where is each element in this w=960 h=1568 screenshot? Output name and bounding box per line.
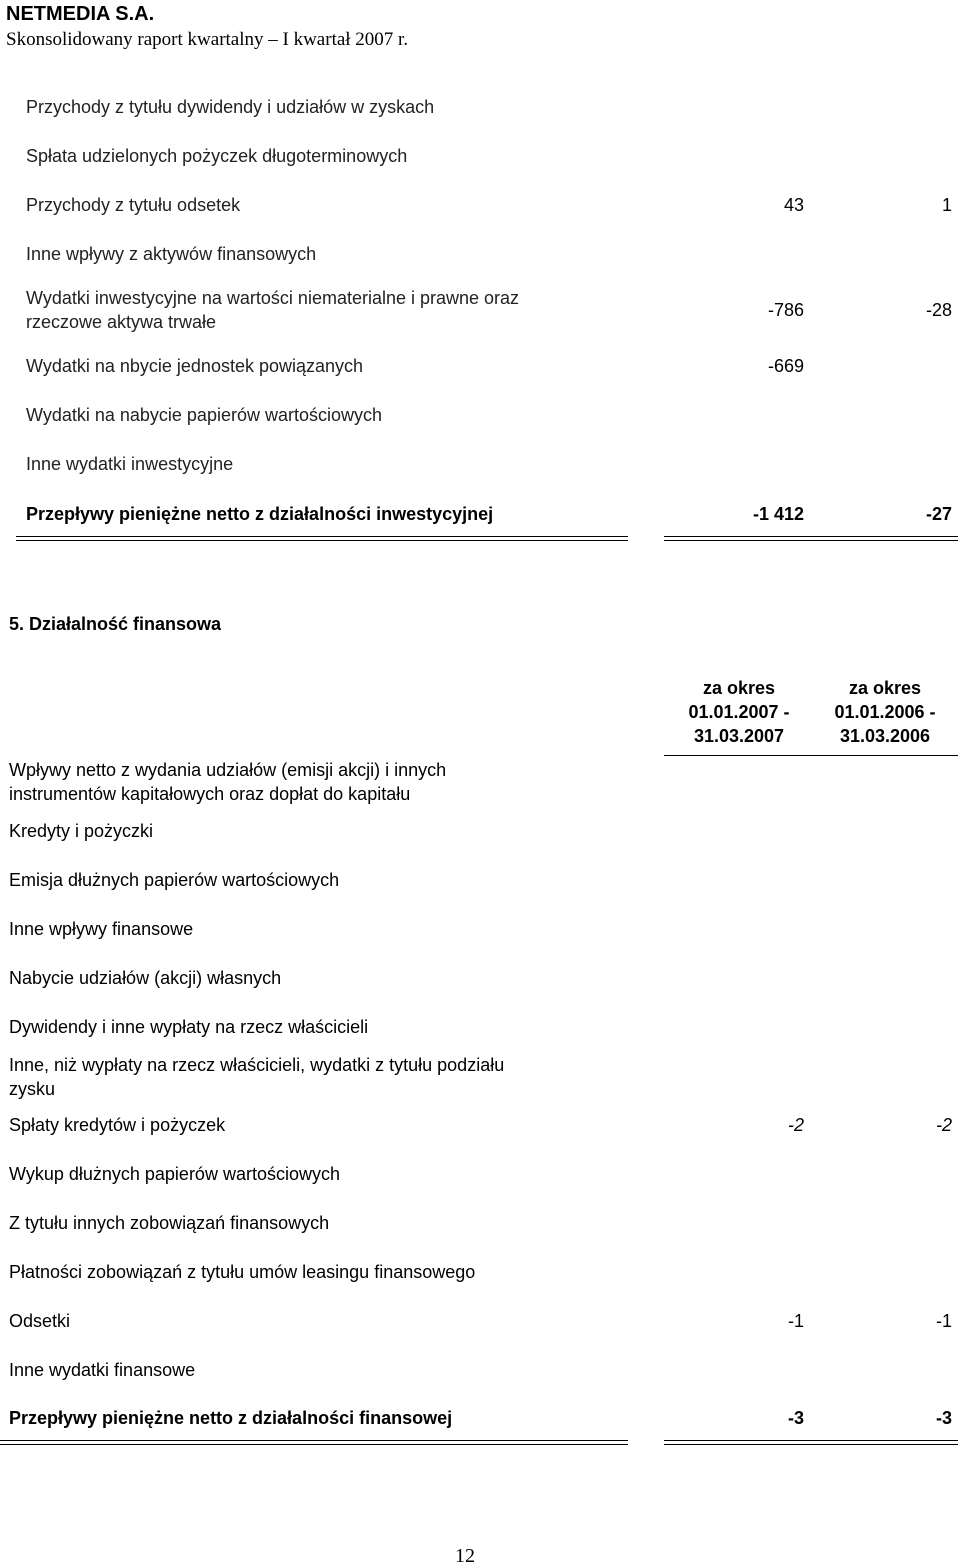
investing-value-2006: -28	[925, 300, 952, 320]
financing-value-2006: -2	[935, 1115, 952, 1135]
investing-total-label: Przepływy pieniężne netto z działalności inwestycyjnej	[26, 504, 494, 524]
investing-value-2007: -669	[767, 356, 804, 376]
financing-value-2007: -2	[787, 1115, 804, 1135]
investing-row-label: Przychody z tytułu odsetek	[26, 195, 241, 215]
investing-total-2007: -1 412	[752, 504, 804, 524]
financing-row-label: Inne wydatki finansowe	[9, 1360, 196, 1380]
total-double-rule	[664, 536, 958, 541]
investing-row-label: Spłata udzielonych pożyczek długoterminowych	[26, 146, 408, 166]
financing-row-label: Dywidendy i inne wypłaty na rzecz właścicieli	[9, 1017, 369, 1037]
page-number: 12	[455, 1545, 475, 1567]
financing-row-label-cont: zysku	[9, 1079, 56, 1099]
financing-total-2006: -3	[935, 1408, 952, 1428]
column-header-2006	[810, 676, 960, 748]
column-header-line: za okres	[702, 678, 776, 698]
financing-row-label: Płatności zobowiązań z tytułu umów leasingu finansowego	[9, 1262, 476, 1282]
financing-row-label: Nabycie udziałów (akcji) własnych	[9, 968, 282, 988]
investing-row-label: Inne wpływy z aktywów finansowych	[26, 244, 317, 264]
financing-row-label: Wykup dłużnych papierów wartościowych	[9, 1164, 340, 1184]
investing-row-label: Przychody z tytułu dywidendy i udziałów w zyskach	[26, 97, 435, 117]
financing-row-label: Emisja dłużnych papierów wartościowych	[9, 870, 340, 890]
investing-value-2006: 1	[941, 195, 952, 215]
section-title: 5. Działalność finansowa	[9, 614, 222, 634]
column-header-line: 01.01.2007 -	[688, 702, 790, 722]
total-double-rule	[0, 1440, 628, 1445]
financing-row-label-cont: instrumentów kapitałowych oraz dopłat do kapitału	[9, 784, 411, 804]
header-rule	[664, 755, 958, 756]
financing-total-2007: -3	[787, 1408, 804, 1428]
financing-value-2006: -1	[935, 1311, 952, 1331]
column-header-line: 31.03.2007	[693, 726, 785, 746]
financing-row-label: Inne, niż wypłaty na rzecz właścicieli, wydatki z tytułu podziału	[9, 1055, 505, 1075]
investing-value-2007: -786	[767, 300, 804, 320]
total-double-rule	[664, 1440, 958, 1445]
investing-row-label: Wydatki na nbycie jednostek powiązanych	[26, 356, 364, 376]
column-header-line: 31.03.2006	[839, 726, 931, 746]
company-name: NETMEDIA S.A.	[6, 3, 155, 25]
investing-row-label: Wydatki inwestycyjne na wartości niematerialne i prawne oraz	[26, 288, 520, 308]
financing-row-label: Inne wpływy finansowe	[9, 919, 194, 939]
report-title: Skonsolidowany raport kwartalny – I kwartał 2007 r.	[6, 29, 409, 50]
financing-row-label: Wpływy netto z wydania udziałów (emisji akcji) i innych	[9, 760, 447, 780]
investing-value-2007: 43	[783, 195, 804, 215]
investing-row-label: Inne wydatki inwestycyjne	[26, 454, 234, 474]
investing-row-label: Wydatki na nabycie papierów wartościowych	[26, 405, 383, 425]
financing-value-2007: -1	[787, 1311, 804, 1331]
column-header-line: 01.01.2006 -	[834, 702, 936, 722]
total-double-rule	[16, 536, 628, 541]
financing-row-label: Kredyty i pożyczki	[9, 821, 154, 841]
financing-total-label: Przepływy pieniężne netto z działalności finansowej	[9, 1408, 453, 1428]
financing-row-label: Odsetki	[9, 1311, 71, 1331]
financing-row-label: Spłaty kredytów i pożyczek	[9, 1115, 226, 1135]
column-header-2007	[664, 676, 814, 748]
column-header-line: za okres	[848, 678, 922, 698]
investing-row-label-cont: rzeczowe aktywa trwałe	[26, 312, 217, 332]
financing-row-label: Z tytułu innych zobowiązań finansowych	[9, 1213, 330, 1233]
investing-total-2006: -27	[925, 504, 952, 524]
